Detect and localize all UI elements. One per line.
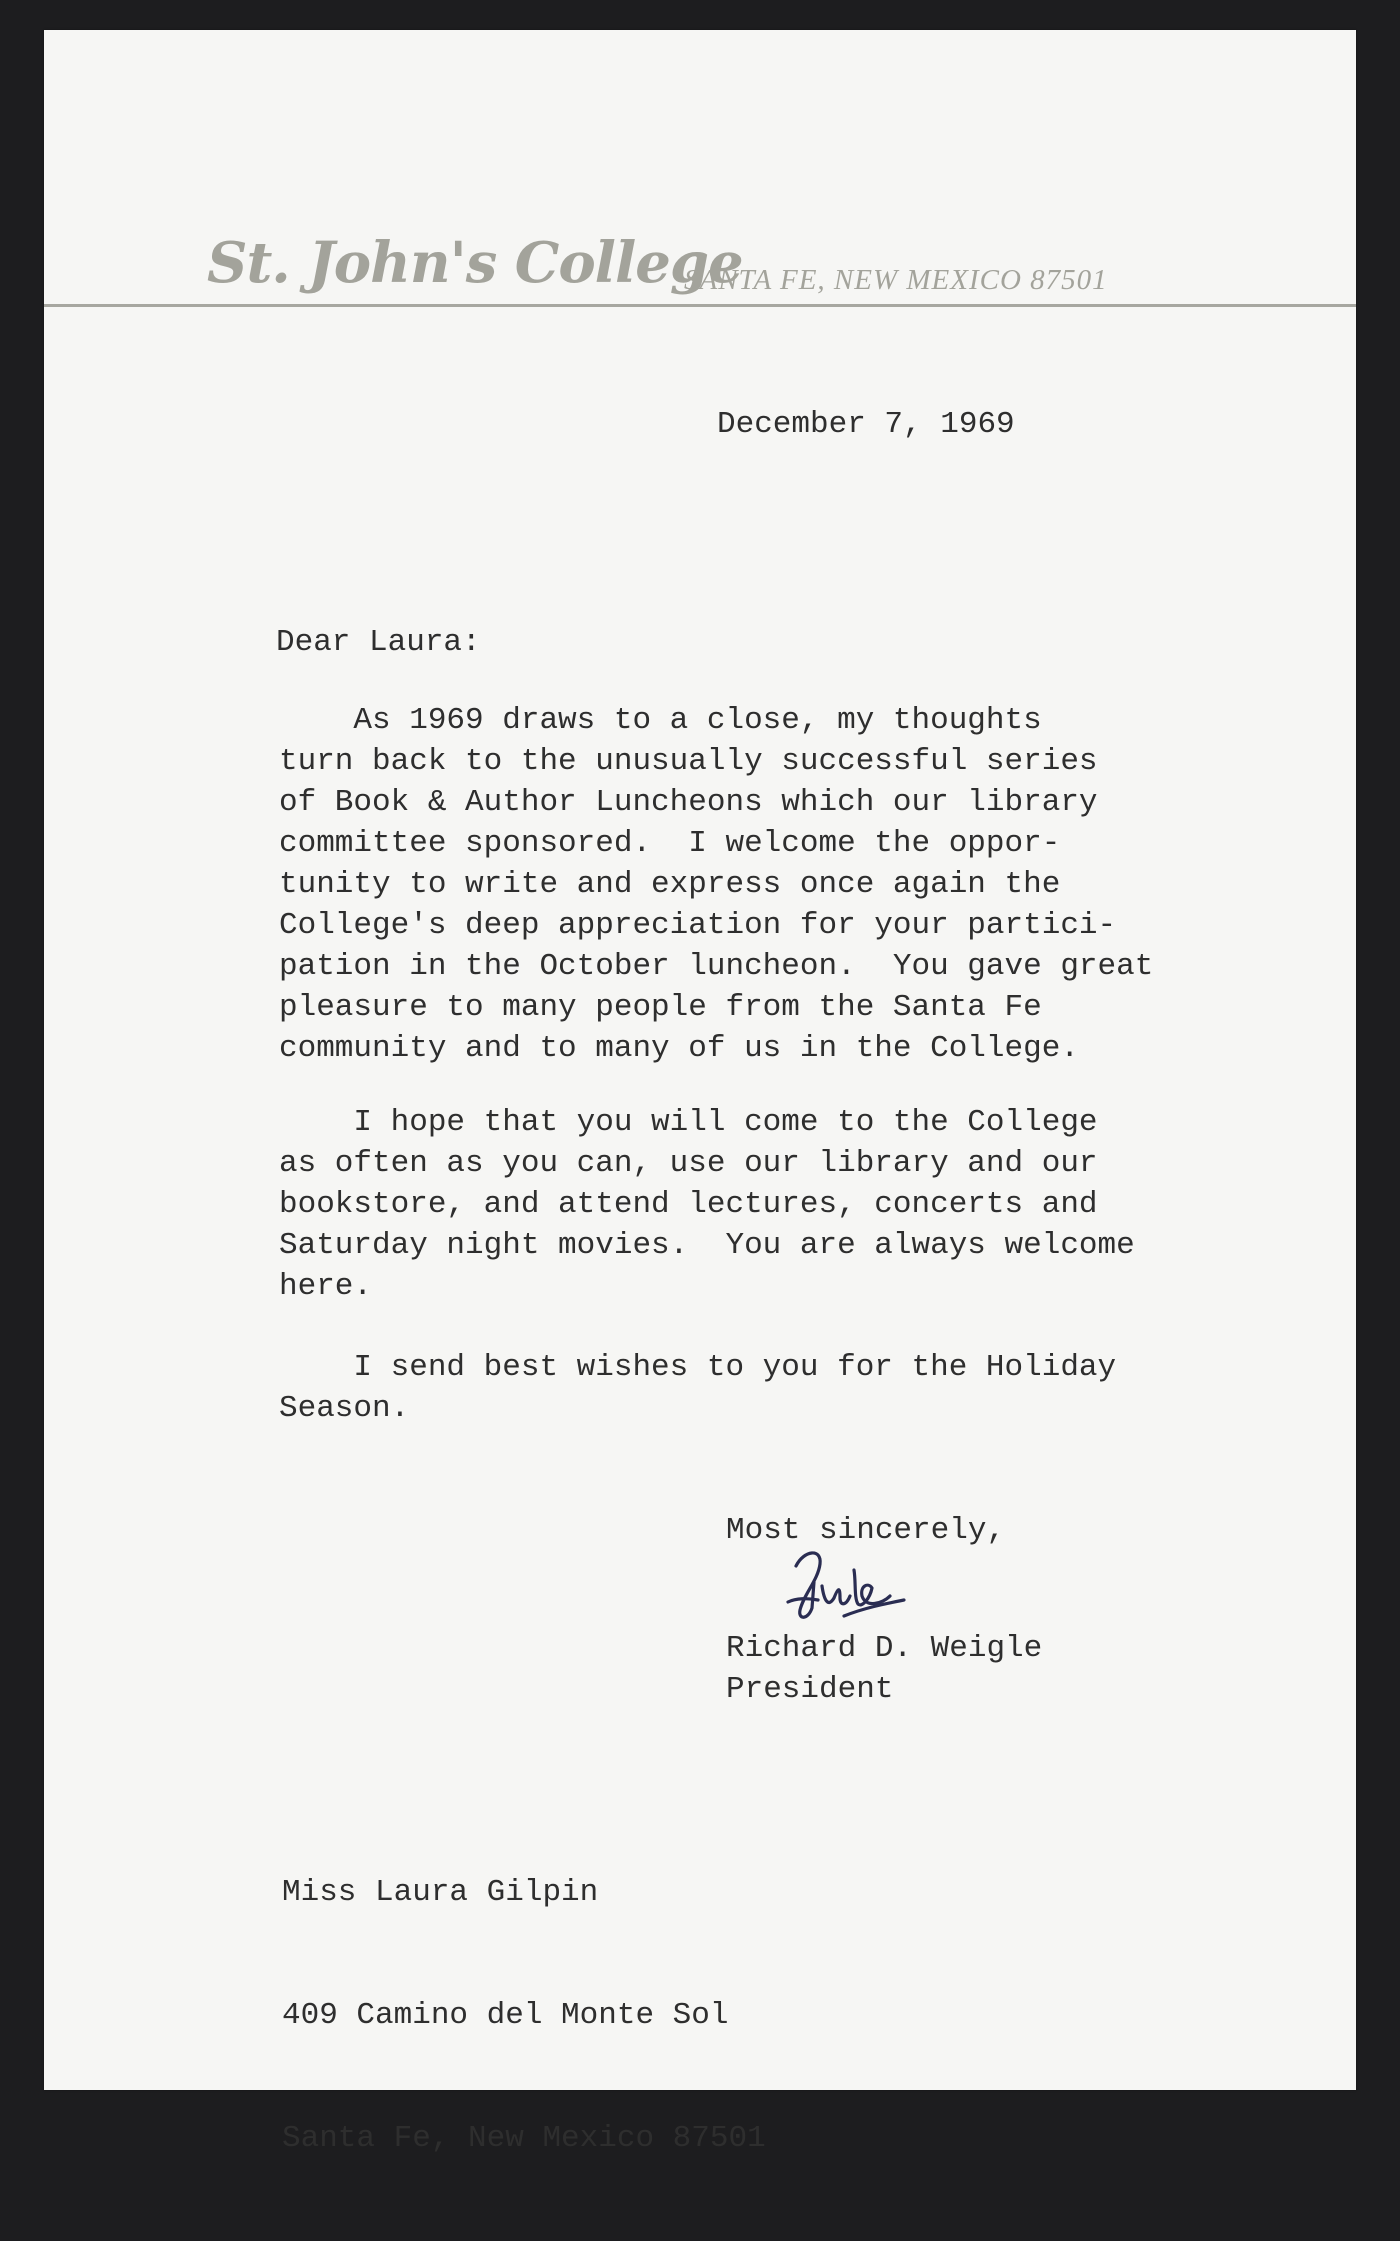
recipient-name: Miss Laura Gilpin — [282, 1875, 599, 1910]
body-paragraph-2: I hope that you will come to the College as often as you can, use our library and our bookstore, and attend lectures, concerts and Saturday night movies. You are always welcome here. — [279, 1105, 1135, 1304]
recipient-address — [282, 1790, 766, 2241]
body-paragraph-3: I send best wishes to you for the Holiday Season. — [279, 1350, 1117, 1426]
recipient-street: 409 Camino del Monte Sol — [282, 1998, 729, 2033]
body-paragraph-1: As 1969 draws to a close, my thoughts turn back to the unusually successful series of Book & Author Luncheons which our library committee sponsored. I welcome the oppor- tunity to write and express once again the College's deep appreciation for your partici- pation in the October luncheon. You gave great pleasure to many people from the Santa Fe community and to many of us in the College. — [279, 703, 1154, 1066]
college-address: SANTA FE, NEW MEXICO 87501 — [684, 264, 1108, 296]
signer-name: Richard D. Weigle — [726, 1631, 1043, 1666]
letterhead — [44, 206, 1356, 316]
handwritten-signature — [774, 1542, 924, 1632]
letterhead-rule — [44, 304, 1356, 307]
letter-date: December 7, 1969 — [717, 407, 1015, 442]
letter-page — [44, 30, 1356, 2156]
signer-title: President — [726, 1672, 894, 1707]
salutation: Dear Laura: — [276, 625, 481, 660]
college-name: St. John's College — [207, 230, 743, 296]
closing: Most sincerely, — [726, 1513, 1006, 1548]
recipient-city: Santa Fe, New Mexico 87501 — [282, 2121, 766, 2156]
